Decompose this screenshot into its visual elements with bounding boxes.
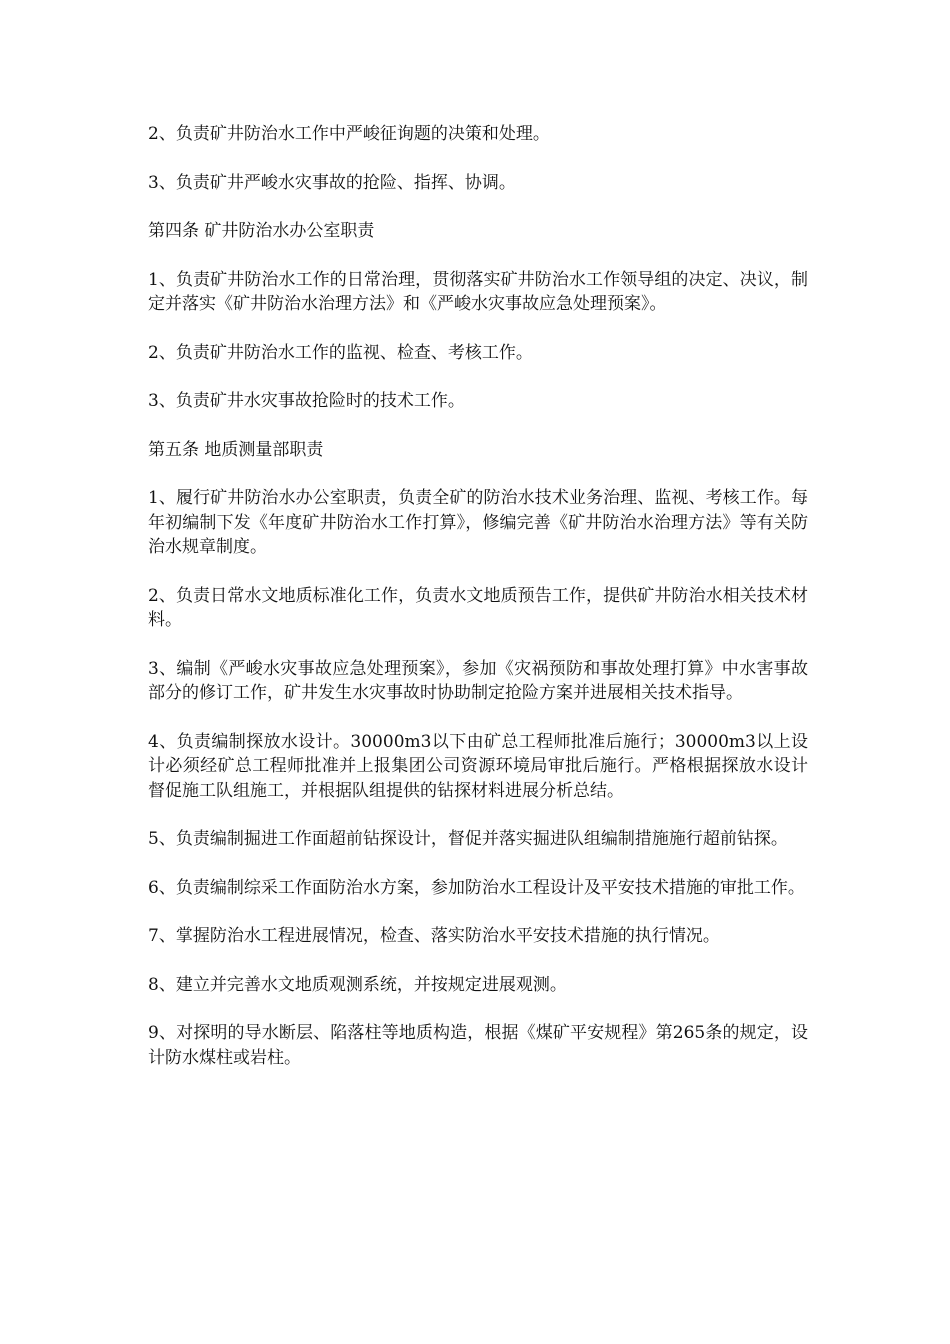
section-heading-article-5: 第五条 地质测量部职责 [148,439,324,460]
document-body [148,122,808,1094]
paragraph-12: 5、负责编制掘进工作面超前钻探设计，督促并落实掘进队组编制措施施行超前钻探。 [148,829,788,849]
paragraph-14: 7、掌握防治水工程进展情况，检查、落实防治水平安技术措施的执行情况。 [148,926,720,946]
paragraph-11: 4、负责编制探放水设计。30000m3以下由矿总工程师批准后施行；30000m3以上设计必须经矿总工程师批准并上报集团公司资源环境局审批后施行。严格根据探放水设计督促施工队组施工，并根据队组提供的钻探材料进展分析总结。 [148,731,808,801]
section-heading-article-4: 第四条 矿井防治水办公室职责 [148,221,375,241]
paragraph-4: 1、负责矿井防治水工作的日常治理，贯彻落实矿井防治水工作领导组的决定、决议，制定并落实《矿井防治水治理方法》和《严峻水灾事故应急处理预案》。 [148,269,808,314]
paragraph-13: 6、负责编制综采工作面防治水方案，参加防治水工程设计及平安技术措施的审批工作。 [148,877,805,898]
paragraph-2: 3、负责矿井严峻水灾事故的抢险、指挥、协调。 [148,172,516,193]
paragraph-10: 3、编制《严峻水灾事故应急处理预案》，参加《灾祸预防和事故处理打算》中水害事故部分的修订工作，矿井发生水灾事故时协助制定抢险方案并进展相关技术指导。 [148,658,808,703]
paragraph-6: 3、负责矿井水灾事故抢险时的技术工作。 [148,391,465,411]
paragraph-9: 2、负责日常水文地质标准化工作，负责水文地质预告工作，提供矿井防治水相关技术材料。 [148,585,808,630]
paragraph-5: 2、负责矿井防治水工作的监视、检查、考核工作。 [148,342,533,363]
paragraph-16: 9、对探明的导水断层、陷落柱等地质构造，根据《煤矿平安规程》第265条的规定，设计防水煤柱或岩柱。 [148,1023,808,1068]
paragraph-15: 8、建立并完善水文地质观测系统，并按规定进展观测。 [148,974,567,995]
paragraph-8: 1、履行矿井防治水办公室职责，负责全矿的防治水技术业务治理、监视、考核工作。每年初编制下发《年度矿井防治水工作打算》，修编完善《矿井防治水治理方法》等有关防治水规章制度。 [148,488,808,557]
paragraph-1: 2、负责矿井防治水工作中严峻征询题的决策和处理。 [148,124,550,144]
